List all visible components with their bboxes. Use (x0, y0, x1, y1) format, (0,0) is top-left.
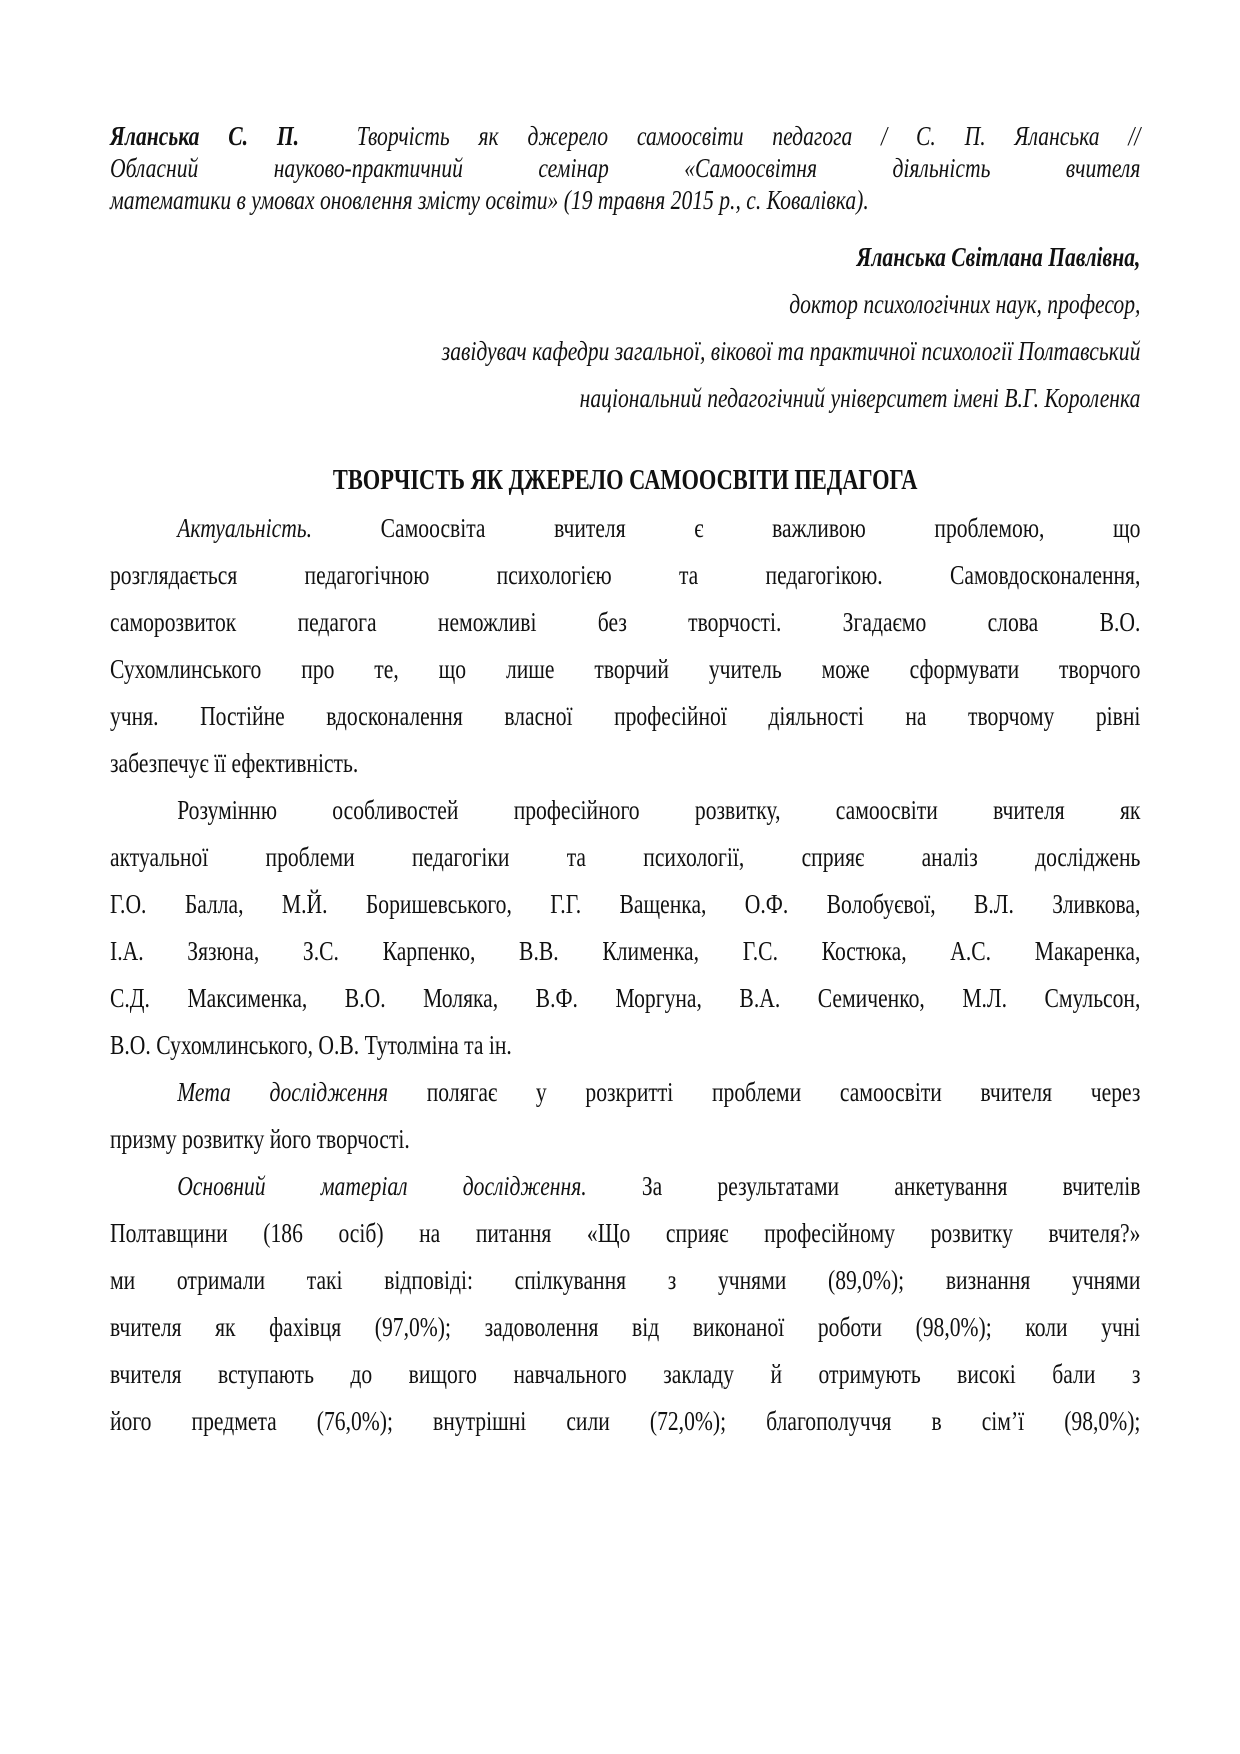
paragraph-line: призму розвитку його творчості. (110, 1124, 410, 1154)
paragraph-line: ми отримали такі відповіді: спілкування з учнями (89,0%); визнання учнями (110, 1265, 1141, 1295)
author-institution: національний педагогічний університет імені В.Г. Короленка (579, 383, 1141, 413)
paragraph-line: В.О. Сухомлинського, О.В. Тутолміна та ін. (110, 1030, 512, 1060)
paragraph-line: Розумінню особливостей професійного розвитку, самоосвіти вчителя як (177, 795, 1141, 825)
citation-line-2: Обласний науково-практичний семінар «Самоосвітня діяльність вчителя (110, 153, 1141, 183)
paragraph-line: вчителя як фахівця (97,0%); задоволення від виконаної роботи (98,0%); коли учні (110, 1312, 1141, 1342)
paragraph-line: Полтавщини (186 осіб) на питання «Що сприяє професійному розвитку вчителя?» (110, 1218, 1141, 1248)
paragraph-line: забезпечує її ефективність. (110, 748, 359, 778)
paragraph-line: Сухомлинського про те, що лише творчий учитель може сформувати творчого (110, 654, 1141, 684)
paragraph-line: І.А. Зязюна, З.С. Карпенко, В.В. Клименка, Г.С. Костюка, А.С. Макаренка, (110, 936, 1141, 966)
paragraph-line: Г.О. Балла, М.Й. Боришевського, Г.Г. Ващенка, О.Ф. Волобуєвої, В.Л. Зливкова, (110, 889, 1141, 919)
paragraph-line: актуальної проблеми педагогіки та психології, сприяє аналіз досліджень (110, 842, 1141, 872)
paragraph-line: С.Д. Максименка, В.О. Моляка, В.Ф. Моргуна, В.А. Семиченко, М.Л. Смульсон, (110, 983, 1141, 1013)
paragraph-line: учня. Постійне вдосконалення власної професійної діяльності на творчому рівні (110, 701, 1141, 731)
article-title: ТВОРЧІСТЬ ЯК ДЖЕРЕЛО САМООСВІТИ ПЕДАГОГА (332, 465, 918, 496)
citation-title-text: Творчість як джерело самоосвіти педагога / С. П. Яланська // (356, 121, 1141, 151)
section-lead-main-material: Основний матеріал дослідження. (177, 1171, 587, 1201)
citation-author: Яланська С. П. (110, 121, 300, 151)
citation-line-3: математики в умовах оновлення змісту освіти» (19 травня 2015 р., с. Ковалівка). (110, 185, 869, 215)
paragraph-line: розглядається педагогічною психологією та педагогікою. Самовдосконалення, (110, 560, 1141, 590)
paragraph-line: Основний матеріал дослідження. За результатами анкетування вчителів (177, 1171, 1141, 1201)
author-name: Яланська Світлана Павлівна, (856, 242, 1141, 272)
paragraph-line: його предмета (76,0%); внутрішні сили (72,0%); благополуччя в сім’ї (98,0%); (110, 1406, 1141, 1436)
section-lead-goal: Мета дослідження (177, 1077, 389, 1107)
section-lead-relevance: Актуальність. (177, 513, 313, 543)
citation-line-1 (110, 120, 1140, 152)
paragraph-line: Актуальність. Самоосвіта вчителя є важливою проблемою, що (177, 513, 1141, 543)
paragraph-line: вчителя вступають до вищого навчального закладу й отримують високі бали з (110, 1359, 1141, 1389)
paragraph-line: Мета дослідження полягає у розкритті проблеми самоосвіти вчителя через (177, 1077, 1141, 1107)
paragraph-line: саморозвиток педагога неможливі без творчості. Згадаємо слова В.О. (110, 607, 1141, 637)
author-degree: доктор психологічних наук, професор, (789, 289, 1141, 319)
author-position: завідувач кафедри загальної, вікової та практичної психології Полтавський (441, 336, 1141, 366)
